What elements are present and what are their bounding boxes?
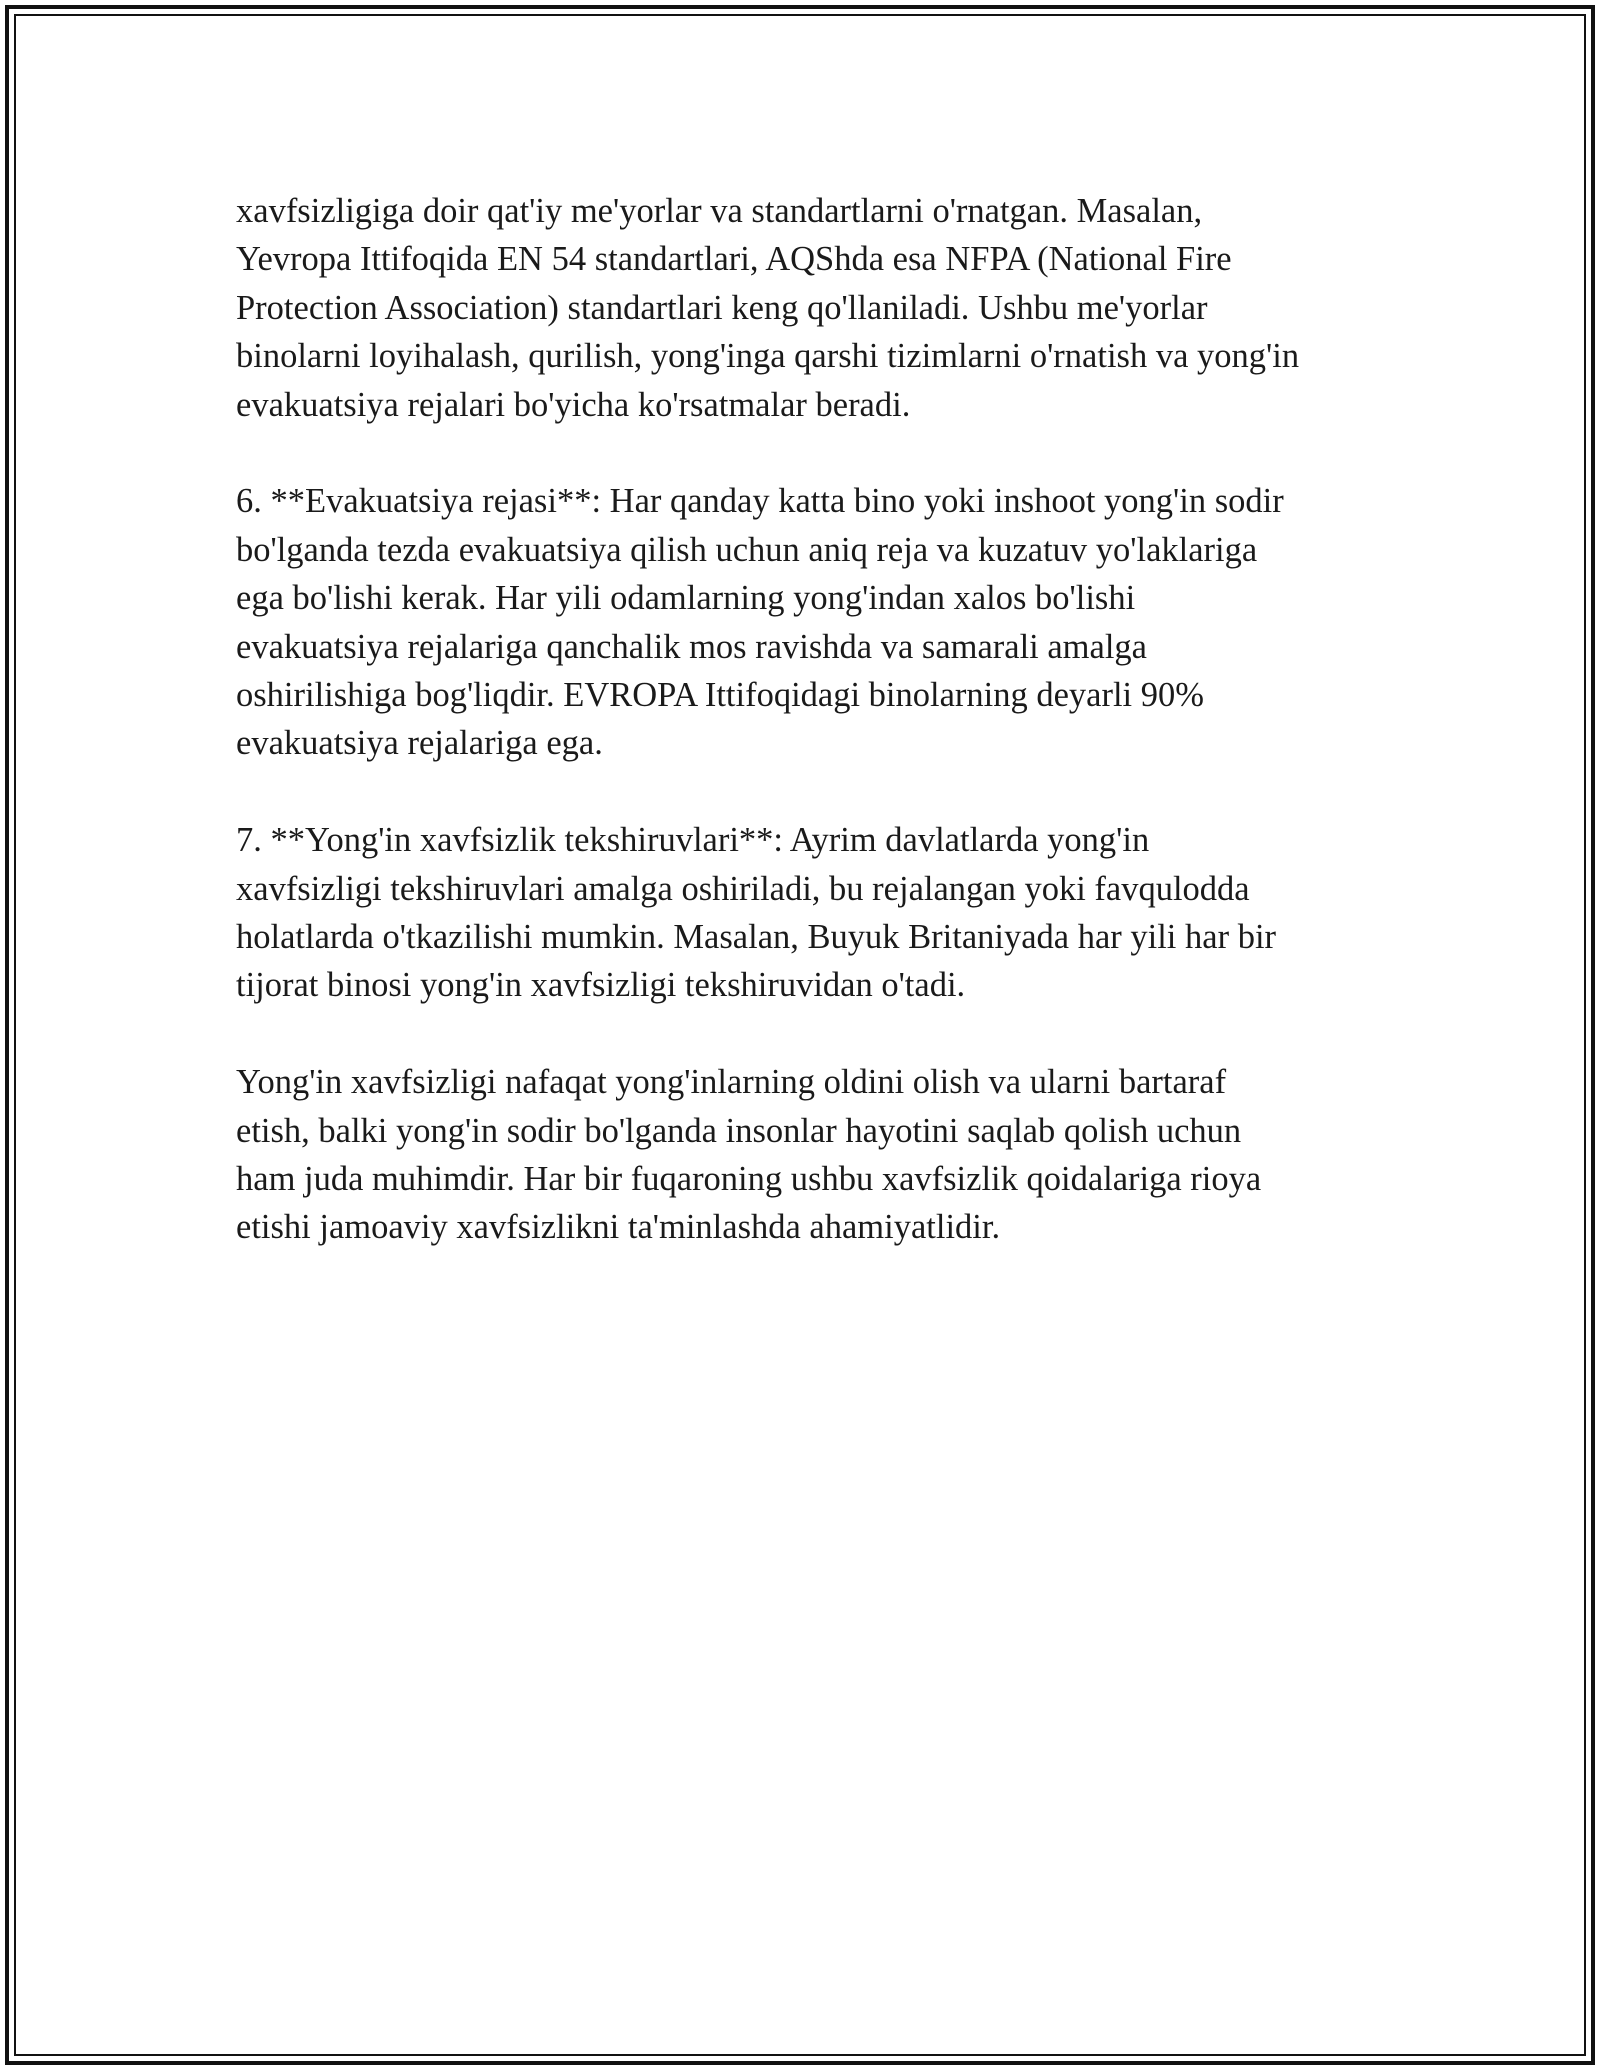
paragraph-evacuation-plan: 6. **Evakuatsiya rejasi**: Har qanday katta bino yoki inshoot yong'in sodir bo'lganda tezda evakuatsiya qilish uchun aniq reja va kuzatuv yo'laklariga ega bo'lishi kerak. Har yili odamlarning yong'indan xalos bo'lishi evakuatsiya rejalariga qanchalik mos ravishda va samarali amalga oshirilishiga bog'liqdir. EVROPA Ittifoqidagi binolarning deyarli 90% evakuatsiya rejalariga ega. (236, 482, 1284, 763)
document-body (236, 187, 1376, 1300)
paragraph-safety-inspections: 7. **Yong'in xavfsizlik tekshiruvlari**: Ayrim davlatlarda yong'in xavfsizligi tekshiruvlari amalga oshiriladi, bu rejalangan yoki favqulodda holatlarda o'tkazilishi mumkin. Masalan, Buyuk Britaniyada har yili har bir tijorat binosi yong'in xavfsizligi tekshiruvidan o'tadi. (236, 821, 1277, 1005)
paragraph-conclusion: Yong'in xavfsizligi nafaqat yong'inlarning oldini olish va ularni bartaraf etish, balki yong'in sodir bo'lganda insonlar hayotini saqlab qolish uchun ham juda muhimdir. Har bir fuqaroning ushbu xavfsizlik qoidalariga rioya etishi jamoaviy xavfsizlikni ta'minlashda ahamiyatlidir. (236, 1063, 1262, 1247)
paragraph-standards: xavfsizligiga doir qat'iy me'yorlar va standartlarni o'rnatgan. Masalan, Yevropa Ittifoqida EN 54 standartlari, AQShda esa NFPA (National Fire Protection Association) standartlari keng qo'llaniladi. Ushbu me'yorlar binolarni loyihalash, qurilish, yong'inga qarshi tizimlarni o'rnatish va yong'in evakuatsiya rejalari bo'yicha ko'rsatmalar beradi. (236, 192, 1300, 424)
